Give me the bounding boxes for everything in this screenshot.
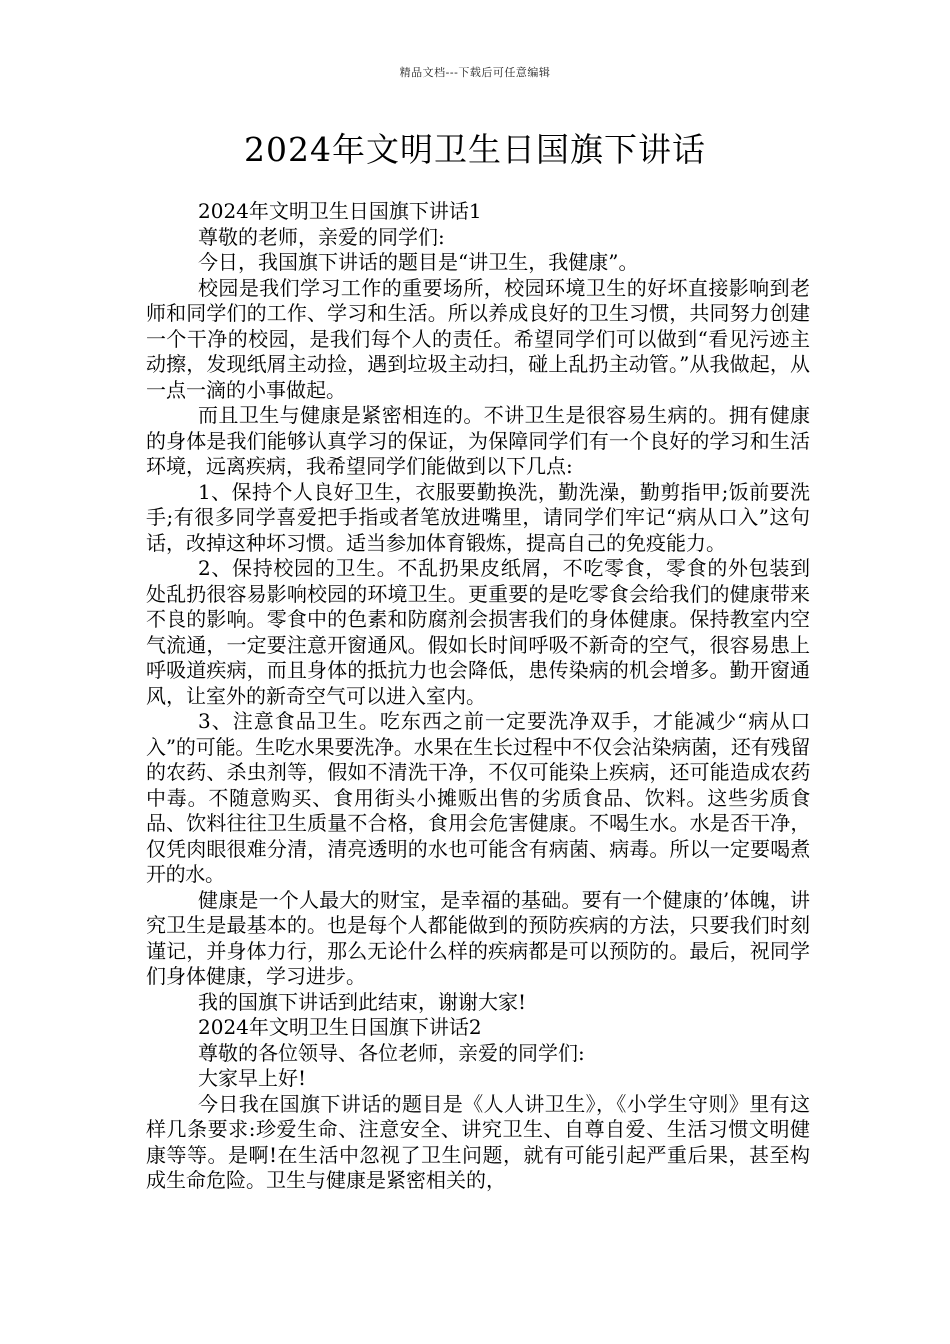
paragraph-point-2: 2、保持校园的卫生。不乱扔果皮纸屑，不吃零食，零食的外包装到处乱扔很容易影响校园的环境卫生。更重要的是吃零食会给我们的健康带来不良的影响。零食中的色素和防腐剂会损害我们的身体健康。保持教室内空气流通，一定要注意开窗通风。假如长时间呼吸不新奇的空气，很容易患上呼吸道疾病，而且身体的抵抗力也会降低，患传染病的机会增多。勤开窗通风，让室外的新奇空气可以进入室内。 [146,556,810,708]
header-note: 精品文档---下载后可任意编辑 [399,66,551,79]
paragraph-campus: 校园是我们学习工作的重要场所，校园环境卫生的好坏直接影响到老师和同学们的工作、学习和生活。所以养成良好的卫生习惯，共同努力创建一个干净的校园，是我们每个人的责任。希望同学们可以做到“看见污迹主动擦，发现纸屑主动捡，遇到垃圾主动扫，碰上乱扔主动管。”从我做起，从一点一滴的小事做起。 [146,275,810,402]
salutation-1: 尊敬的老师，亲爱的同学们: [198,224,445,249]
document-body [146,199,810,1194]
paragraph-health: 而且卫生与健康是紧密相连的。不讲卫生是很容易生病的。拥有健康的身体是我们能够认真学习的保证，为保障同学们有一个良好的学习和生活环境，远离疾病，我希望同学们能做到以下几点: [146,403,810,478]
greeting-2: 大家早上好! [198,1066,307,1090]
paragraph-point-1: 1、保持个人良好卫生，衣服要勤换洗，勤洗澡，勤剪指甲;饭前要洗手;有很多同学喜爱把手指或者笔放进嘴里，请同学们牢记“病从口入”这句话，改掉这种坏习惯。适当参加体育锻炼，提高自己的免疫能力。 [146,479,810,555]
paragraph-point-3: 3、注意食品卫生。吃东西之前一定要洗净双手，才能减少“病从口入”的可能。生吃水果要洗净。水果在生长过程中不仅会沾染病菌，还有残留的农药、杀虫剂等，假如不清洗干净，不仅可能染上疾病，还可能造成农药中毒。不随意购买、食用街头小摊贩出售的劣质食品、饮料。这些劣质食品、饮料往往卫生质量不合格，食用会危害健康。不喝生水。水是否干净，仅凭肉眼很难分清，清亮透明的水也可能含有病菌、病毒。所以一定要喝煮开的水。 [146,709,810,886]
paragraph-topic-1: 今日，我国旗下讲话的题目是“讲卫生，我健康”。 [198,250,639,274]
paragraph-conclusion: 健康是一个人最大的财宝，是幸福的基础。要有一个健康的’体魄，讲究卫生是最基本的。也是每个人都能做到的预防疾病的方法，只要我们时刻谨记，并身体力行，那么无论什么样的疾病都是可以预防的。最后，祝同学们身体健康，学习进步。 [146,887,810,988]
section-heading-1: 2024年文明卫生日国旗下讲话1 [198,199,482,223]
section-heading-2: 2024年文明卫生日国旗下讲话2 [198,1015,482,1039]
document-title: 2024年文明卫生日国旗下讲话 [244,130,706,169]
salutation-2: 尊敬的各位领导、各位老师，亲爱的同学们: [198,1040,585,1065]
paragraph-closing: 我的国旗下讲话到此结束，谢谢大家! [198,989,527,1014]
paragraph-topic-2: 今日我在国旗下讲话的题目是《人人讲卫生》，《小学生守则》里有这样几条要求:珍爱生命、注意安全、讲究卫生、自尊自爱、生活习惯文明健康等等。是啊!在生活中忽视了卫生问题，就有可能引起严重后果，甚至构成生命危险。卫生与健康是紧密相关的， [146,1091,810,1192]
